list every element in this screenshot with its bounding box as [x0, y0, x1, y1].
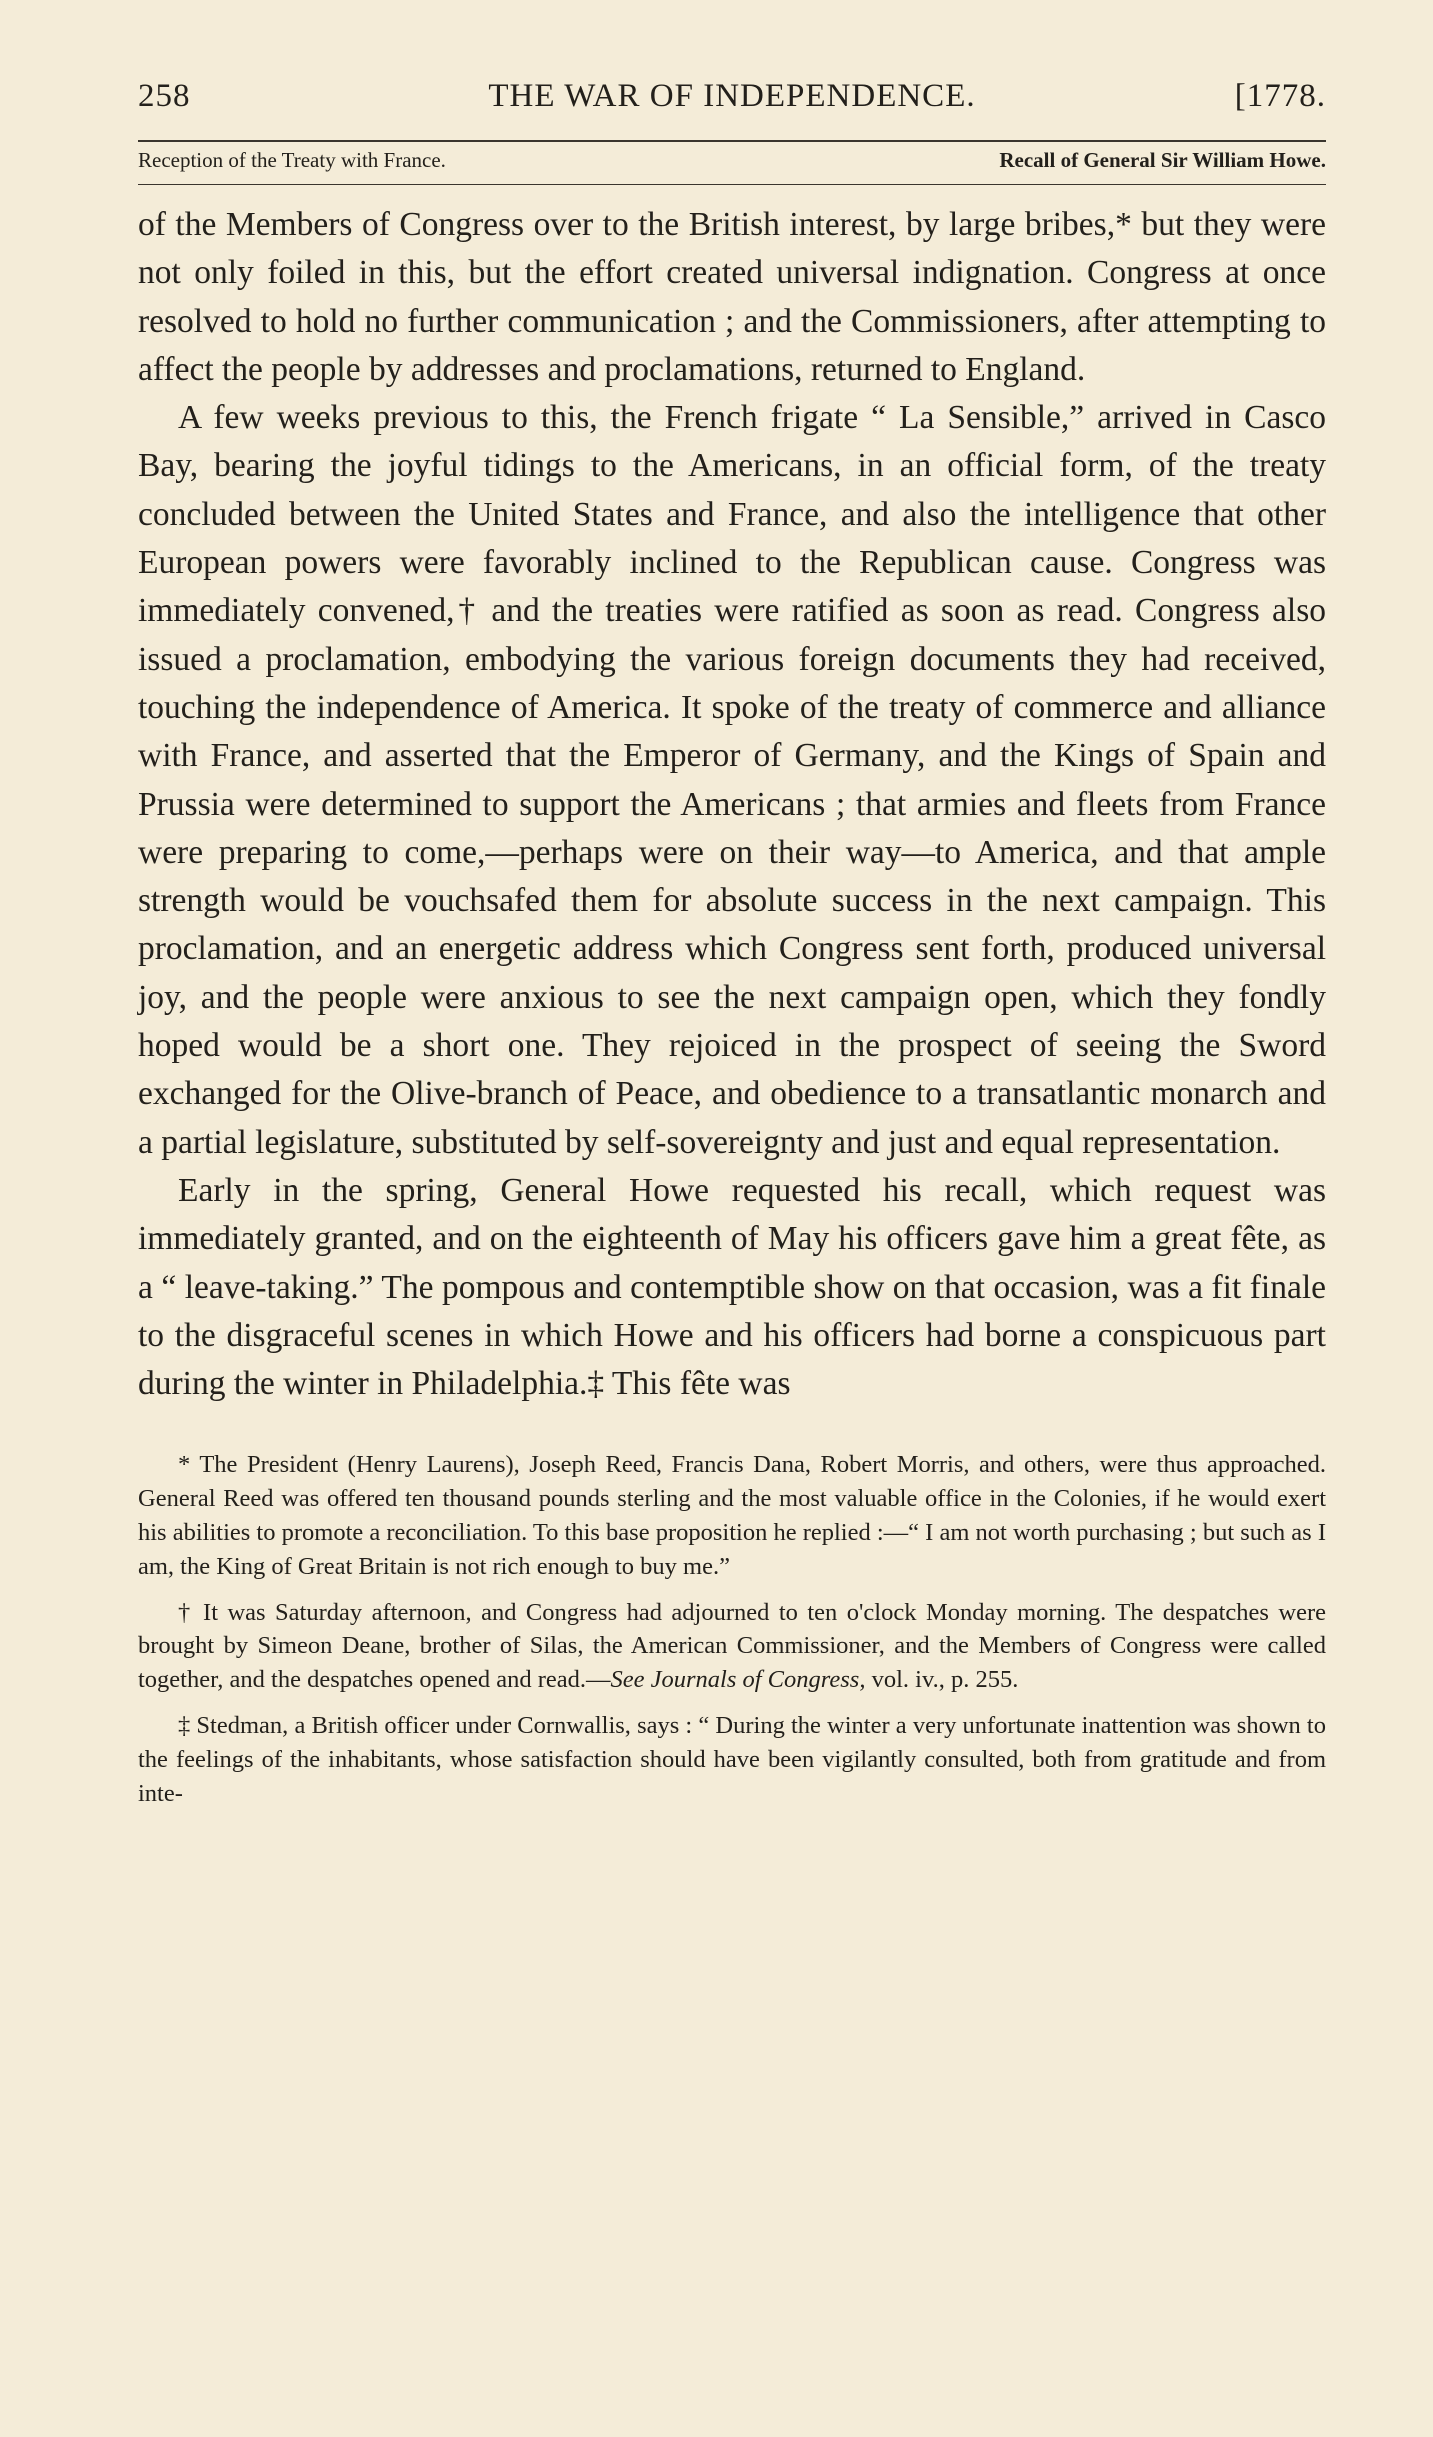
footnote-2: [138, 1596, 1326, 1697]
footnote-2-tail: vol. iv., p. 255.: [865, 1666, 1019, 1694]
right-subheading: Recall of General Sir William Howe.: [999, 148, 1326, 172]
subheading-rule: [138, 184, 1326, 185]
footnote-3: ‡ Stedman, a British officer under Cornwallis, says : “ During the winter a very unfortunate inattention was shown to the feelings of the inhabitants, whose satisfaction should have been vigilantly consulted, both from gratitude and from inte-: [138, 1712, 1326, 1807]
subheading-bar: [138, 148, 1326, 182]
paragraph-1: of the Members of Congress over to the British interest, by large bribes,* but they were not only foiled in this, but the effort created universal indignation. Congress at once resolved to hold no further communication ; and the Commissioners, after attempting to affect the people by addresses and proclamations, returned to England.: [138, 206, 1326, 388]
footnote-2-citation: See Journals of Congress,: [610, 1666, 866, 1694]
page-title: THE WAR OF INDEPENDENCE.: [488, 78, 976, 114]
header-rule: [138, 140, 1326, 142]
footnote-1: * The President (Henry Laurens), Joseph Reed, Francis Dana, Robert Morris, and others, were thus approached. General Reed was offered ten thousand pounds sterling and the most valuable office in the Colonies, if he would exert his abilities to promote a reconciliation. To this base proposition he replied :—“ I am not worth purchasing ; but such as I am, the King of Great Britain is not rich enough to buy me.”: [138, 1451, 1326, 1580]
footnotes: [138, 1448, 1326, 1810]
year-marker: [1778.: [1234, 78, 1326, 114]
left-subheading: Reception of the Treaty with France.: [138, 148, 446, 172]
book-page: [138, 78, 1326, 1822]
main-text: [138, 201, 1326, 1408]
footnote-2-text: † It was Saturday afternoon, and Congress had adjourned to ten o'clock Monday morning. The despatches were brought by Simeon Deane, brother of Silas, the American Commissioner, and the Members of Congress were called together, and the despatches opened and read.—: [138, 1598, 1326, 1694]
running-head: [138, 78, 1326, 130]
page-number: 258: [138, 78, 191, 114]
paragraph-3: Early in the spring, General Howe requested his recall, which request was immediately granted, and on the eighteenth of May his officers gave him a great fête, as a “ leave-taking.” The pompous and contemptible show on that occasion, was a fit finale to the disgraceful scenes in which Howe and his officers had borne a conspicuous part during the winter in Philadelphia.‡ This fête was: [138, 1171, 1326, 1403]
paragraph-2: A few weeks previous to this, the French frigate “ La Sensible,” arrived in Casco Bay, bearing the joyful tidings to the Americans, in an official form, of the treaty concluded between the United States and France, and also the intelligence that other European powers were favorably inclined to the Republican cause. Congress was immediately convened,† and the treaties were ratified as soon as read. Congress also issued a proclamation, embodying the various foreign documents they had received, touching the independence of America. It spoke of the treaty of commerce and alliance with France, and asserted that the Emperor of Germany, and the Kings of Spain and Prussia were determined to support the Americans ; that armies and fleets from France were preparing to come,—perhaps were on their way—to America, and that ample strength would be vouchsafed them for absolute success in the next campaign. This proclamation, and an energetic address which Congress sent forth, produced universal joy, and the people were anxious to see the next campaign open, which they fondly hoped would be a short one. They rejoiced in the prospect of seeing the Sword exchanged for the Olive-branch of Peace, and obedience to a transatlantic monarch and a partial legislature, substituted by self-sovereignty and just and equal representation.: [138, 399, 1326, 1161]
